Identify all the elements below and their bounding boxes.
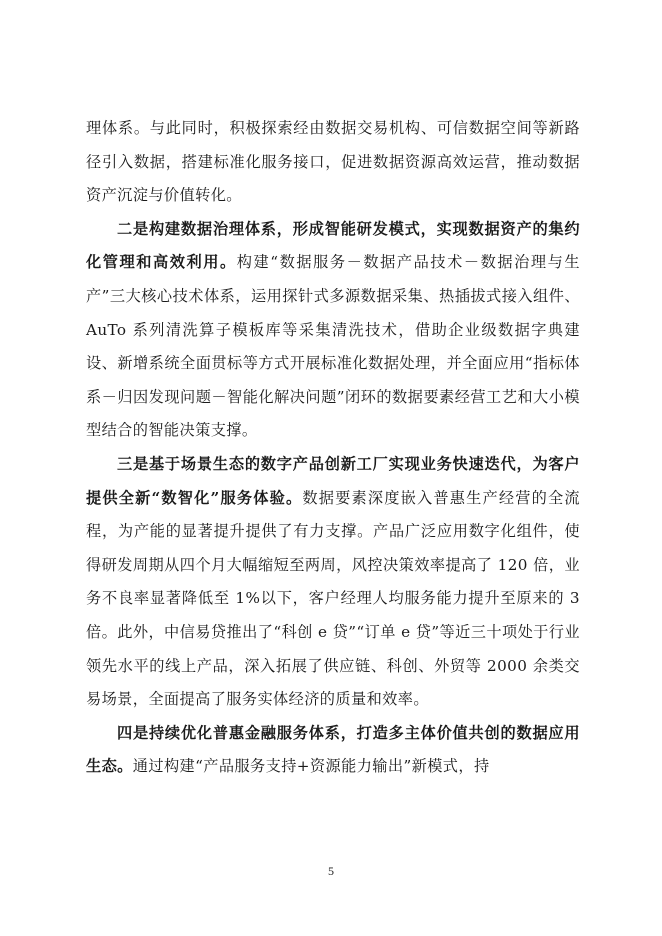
- paragraph-product-innovation: [86, 448, 580, 717]
- paragraph-body: 数据要素深度嵌入普惠生产经营的全流程，为产能的显著提升提供了有力支撑。产品广泛应用数字化组件，使得研发周期从四个月大幅缩短至两周，风控决策效率提高了 120 倍，业务不良率显著降低至 1%以下，客户经理人均服务能力提升至原来的 3 倍。此外，中信易贷推出了“科创 e 贷”“订单 e 贷”等近三十项处于行业领先水平的线上产品，深入拓展了供应链、科创、外贸等 2000 余类交易场景，全面提高了服务实体经济的质量和效率。: [86, 488, 580, 709]
- paragraph-lead: 三是基于场景生态的数字产品创新工厂实现业务快速迭代，为客户提供全新“数智化”服务体验。: [86, 454, 580, 507]
- paragraph-body: 通过构建“产品服务支持+资源能力输出”新模式，持: [132, 757, 490, 776]
- paragraph-lead: 二是构建数据治理体系，形成智能研发模式，实现数据资产的集约化管理和高效利用。: [86, 219, 580, 272]
- body-text: [86, 112, 580, 784]
- paragraph-body: 理体系。与此同时，积极探索经由数据交易机构、可信数据空间等新路径引入数据，搭建标准化服务接口，促进数据资源高效运营，推动数据资产沉淀与价值转化。: [86, 119, 580, 205]
- paragraph-continuation: [86, 112, 580, 213]
- paragraph-body: 构建“数据服务－数据产品技术－数据治理与生产”三大核心技术体系，运用探针式多源数据采集、热插拔式接入组件、AuTo 系列清洗算子模板库等采集清洗技术，借助企业级数据字典建设、新增系统全面贯标等方式开展标准化数据处理，并全面应用“指标体系－归因发现问题－智能化解决问题”闭环的数据要素经营工艺和大小模型结合的智能决策支撑。: [86, 253, 580, 440]
- page-number: 5: [328, 864, 334, 878]
- paragraph-lead: 四是持续优化普惠金融服务体系，打造多主体价值共创的数据应用生态。: [86, 723, 580, 776]
- paragraph-inclusive-finance: [86, 717, 580, 784]
- paragraph-data-governance: [86, 213, 580, 448]
